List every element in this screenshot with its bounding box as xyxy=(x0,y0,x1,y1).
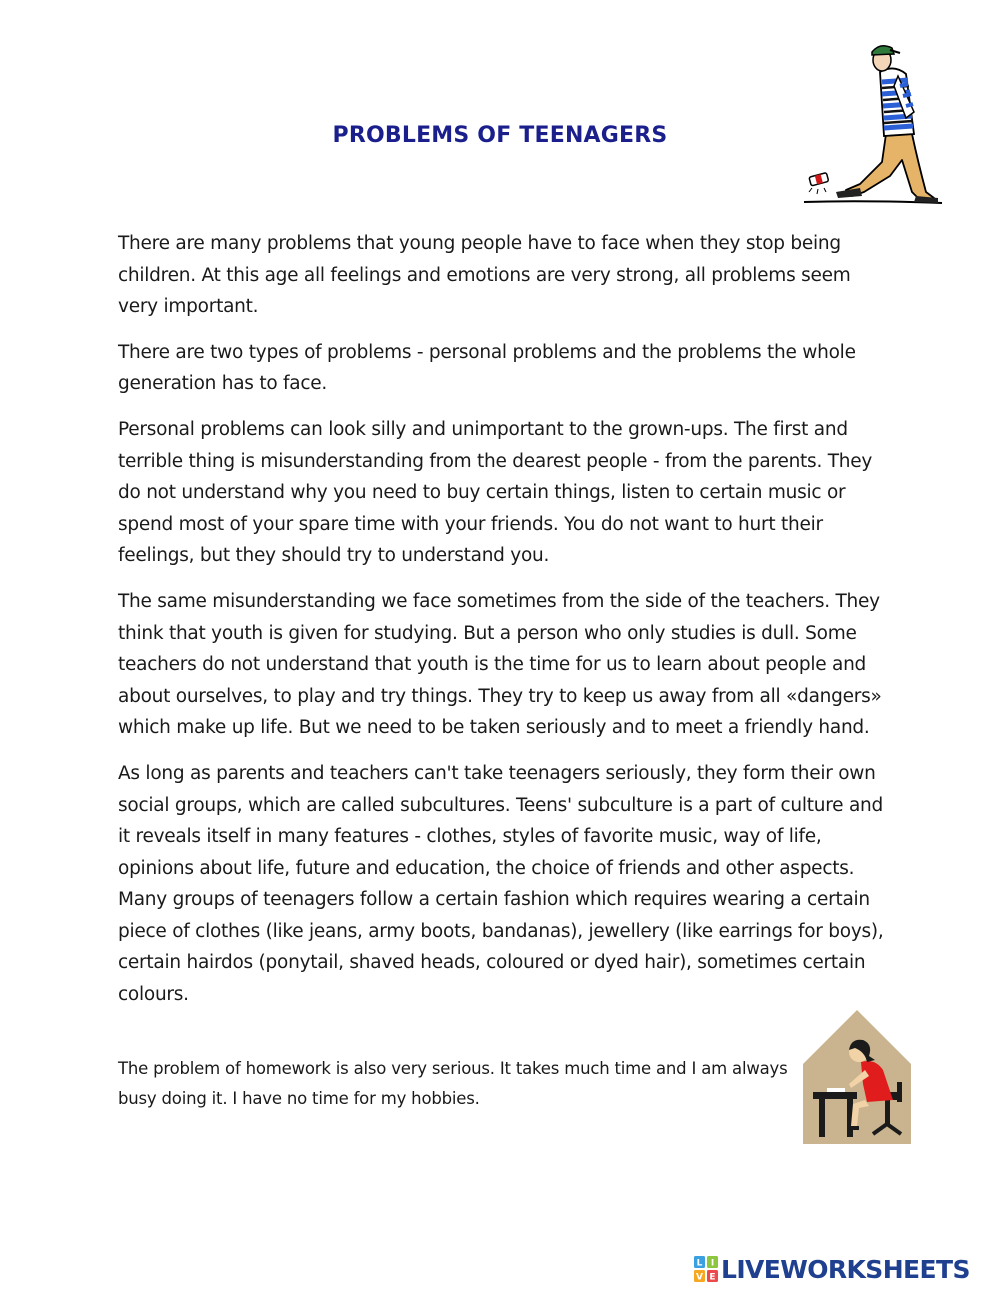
logo-mark-letter: V xyxy=(696,1272,703,1282)
paragraph-2: There are two types of problems - personal problems and the problems the whole generation has to face. xyxy=(118,341,856,395)
teenager-walking-illustration xyxy=(802,42,944,208)
girl-doing-homework-illustration xyxy=(803,1008,911,1144)
paragraph-1: There are many problems that young people have to face when they stop being children. At this age all feelings and emotions are very strong, all problems seem very important. xyxy=(118,233,851,318)
logo-mark-letter: I xyxy=(710,1258,715,1269)
logo-mark-letter: L xyxy=(696,1258,703,1269)
paragraph-6: The problem of homework is also very serious. It takes much time and I am always busy doing it. I have no time for my hobbies. xyxy=(118,1059,788,1108)
paragraph-3: Personal problems can look silly and unimportant to the grown-ups. The first and terrible thing is misunderstanding from the dearest people - from the parents. They do not understand why you need to buy certain things, listen to certain music or spend most of your spare time with your friends. You do not want to hurt their feelings, but they should try to understand you. xyxy=(118,418,873,567)
article-body xyxy=(118,228,888,1025)
liveworksheets-logo xyxy=(694,1254,970,1284)
paragraph-4: The same misunderstanding we face sometimes from the side of the teachers. They think that youth is given for studying. But a person who only studies is dull. Some teachers do not understand that youth is the time for us to learn about people and about ourselves, to play and try things. They try to keep us away from all «dangers» which make up life. But we need to be taken seriously and to meet a friendly hand. xyxy=(118,590,882,739)
logo-mark-letter: E xyxy=(709,1272,716,1282)
page-title: PROBLEMS OF TEENAGERS xyxy=(332,123,668,148)
liveworksheets-logo-mark-icon xyxy=(694,1256,718,1282)
paragraph-5: As long as parents and teachers can't take teenagers seriously, they form their own social groups, which are called subcultures. Teens' subculture is a part of culture and it reveals itself in many features - clothes, styles of favorite music, way of life, opinions about life, future and education, the choice of friends and other aspects. Many groups of teenagers follow a certain fashion which requires wearing a certain piece of clothes (like jeans, army boots, bandanas), jewellery (like earrings for boys), certain hairdos (ponytail, shaved heads, coloured or dyed hair), sometimes certain colours. xyxy=(118,762,884,1006)
logo-text: LIVEWORKSHEETS xyxy=(721,1254,970,1284)
